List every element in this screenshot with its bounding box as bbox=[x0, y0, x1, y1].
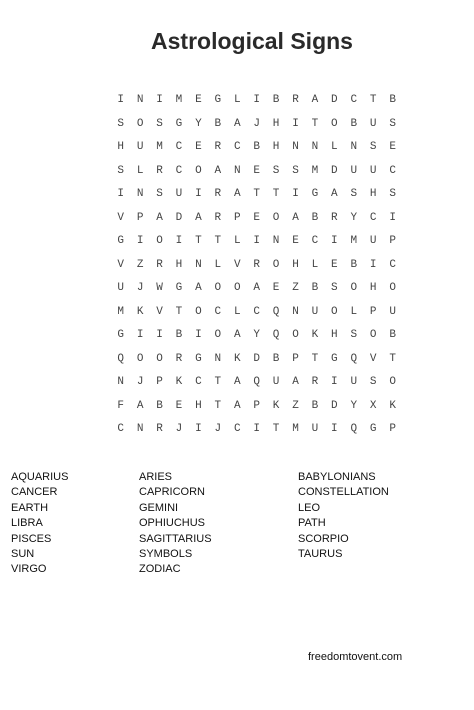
grid-letter: C bbox=[117, 423, 125, 435]
grid-letter: A bbox=[331, 188, 338, 200]
grid-letter: B bbox=[272, 94, 280, 106]
grid-letter: A bbox=[311, 94, 319, 106]
grid-letter: G bbox=[214, 94, 222, 106]
grid-letter: I bbox=[136, 235, 144, 247]
grid-letter: N bbox=[136, 423, 144, 435]
grid-letter: I bbox=[331, 235, 338, 247]
grid-letter: O bbox=[195, 305, 202, 318]
word-list-item: LEO bbox=[298, 501, 321, 514]
word-list-item: VIRGO bbox=[11, 563, 47, 576]
grid-letter: B bbox=[214, 117, 222, 130]
word-list-item: SYMBOLS bbox=[139, 547, 193, 560]
grid-letter: U bbox=[175, 188, 183, 200]
grid-letter: E bbox=[195, 141, 202, 153]
grid-letter: J bbox=[253, 117, 260, 130]
grid-letter: P bbox=[292, 352, 299, 365]
grid-letter: G bbox=[331, 352, 338, 365]
grid-letter: T bbox=[214, 235, 222, 247]
grid-letter: O bbox=[156, 235, 163, 247]
grid-letter: V bbox=[233, 258, 241, 271]
grid-letter: N bbox=[195, 258, 202, 271]
grid-letter: H bbox=[272, 141, 280, 153]
grid-letter: Z bbox=[292, 399, 299, 412]
grid-letter: H bbox=[272, 117, 280, 130]
grid-letter: I bbox=[175, 235, 183, 247]
grid-letter: L bbox=[311, 258, 319, 271]
grid-letter: C bbox=[369, 211, 377, 224]
word-list-item: LIBRA bbox=[11, 517, 43, 530]
grid-letter: E bbox=[331, 258, 338, 271]
word-list-item: SAGITTARIUS bbox=[139, 532, 212, 545]
grid-letter: I bbox=[195, 423, 202, 435]
grid-letter: U bbox=[369, 117, 377, 130]
grid-letter: T bbox=[214, 399, 222, 412]
grid-letter: O bbox=[369, 329, 377, 341]
grid-letter: R bbox=[214, 141, 222, 153]
grid-letter: I bbox=[156, 329, 163, 341]
grid-letter: S bbox=[350, 329, 358, 341]
grid-letter: X bbox=[369, 399, 377, 412]
grid-letter: Y bbox=[253, 329, 260, 341]
grid-letter: C bbox=[389, 164, 396, 177]
word-list-column-2 bbox=[139, 470, 212, 578]
grid-letter: S bbox=[117, 164, 125, 177]
grid-letter: C bbox=[214, 305, 222, 318]
grid-letter: Q bbox=[350, 423, 358, 435]
word-list-item: CANCER bbox=[11, 486, 58, 499]
grid-letter: Y bbox=[350, 399, 358, 412]
grid-letter: E bbox=[253, 211, 260, 224]
grid-letter: O bbox=[292, 329, 299, 341]
grid-letter: V bbox=[369, 352, 377, 365]
grid-letter: L bbox=[136, 164, 144, 177]
footer-website: freedomtovent.com bbox=[308, 651, 403, 663]
grid-letter: V bbox=[117, 211, 125, 224]
grid-letter: U bbox=[350, 376, 358, 388]
grid-letter: E bbox=[175, 399, 183, 412]
grid-letter: N bbox=[117, 376, 125, 388]
grid-letter: A bbox=[136, 399, 144, 412]
grid-letter: N bbox=[350, 141, 358, 153]
grid-letter: M bbox=[311, 164, 319, 177]
grid-letter: D bbox=[175, 211, 183, 224]
grid-letter: C bbox=[233, 141, 241, 153]
grid-letter: I bbox=[369, 258, 377, 271]
grid-letter: U bbox=[117, 282, 125, 294]
grid-letter: S bbox=[156, 117, 163, 130]
word-list-item: PISCES bbox=[11, 532, 52, 545]
grid-letter: N bbox=[292, 141, 299, 153]
grid-letter: K bbox=[272, 399, 280, 412]
grid-letter: D bbox=[253, 352, 260, 365]
grid-letter: H bbox=[369, 188, 377, 200]
grid-letter: A bbox=[156, 211, 163, 224]
grid-letter: S bbox=[117, 117, 125, 130]
grid-letter: S bbox=[331, 282, 338, 294]
grid-letter: A bbox=[292, 376, 299, 388]
grid-letter: D bbox=[331, 94, 338, 106]
grid-letter: P bbox=[389, 423, 396, 435]
grid-letter: G bbox=[175, 282, 183, 294]
grid-letter: U bbox=[389, 305, 396, 318]
word-search-grid bbox=[111, 89, 402, 442]
grid-letter: A bbox=[233, 188, 241, 200]
word-list-item: SUN bbox=[11, 547, 35, 560]
grid-letter: I bbox=[292, 188, 299, 200]
grid-letter: I bbox=[117, 94, 125, 106]
grid-letter: O bbox=[195, 164, 202, 177]
word-list-column-3 bbox=[298, 470, 389, 562]
grid-letter: E bbox=[253, 164, 260, 177]
grid-letter: I bbox=[331, 423, 338, 435]
grid-letter: H bbox=[195, 399, 202, 412]
word-list-item: OPHIUCHUS bbox=[139, 517, 206, 530]
grid-letter: B bbox=[175, 329, 183, 341]
grid-letter: I bbox=[253, 235, 260, 247]
grid-letter: I bbox=[136, 329, 144, 341]
word-list-item: PATH bbox=[298, 517, 326, 530]
grid-letter: H bbox=[292, 258, 299, 271]
grid-letter: E bbox=[292, 235, 299, 247]
grid-letter: Y bbox=[195, 117, 202, 130]
grid-letter: U bbox=[136, 141, 144, 153]
grid-letter: B bbox=[311, 399, 319, 412]
grid-letter: E bbox=[272, 282, 280, 294]
grid-letter: I bbox=[195, 188, 202, 200]
grid-letter: L bbox=[350, 305, 358, 318]
grid-letter: T bbox=[214, 376, 222, 388]
grid-letter: B bbox=[156, 399, 163, 412]
grid-letter: P bbox=[156, 376, 163, 388]
grid-letter: S bbox=[292, 164, 299, 177]
grid-letter: P bbox=[369, 305, 377, 318]
grid-letter: K bbox=[311, 329, 319, 341]
grid-letter: T bbox=[272, 423, 280, 435]
grid-letter: I bbox=[253, 94, 260, 106]
word-list-item: ZODIAC bbox=[139, 563, 181, 576]
grid-letter: Y bbox=[350, 211, 358, 224]
grid-letter: P bbox=[136, 211, 144, 224]
grid-letter: T bbox=[311, 352, 319, 365]
grid-letter: U bbox=[369, 164, 377, 177]
grid-letter: Z bbox=[136, 258, 144, 271]
grid-letter: M bbox=[117, 305, 125, 318]
grid-letter: A bbox=[233, 376, 241, 388]
grid-letter: C bbox=[389, 258, 396, 271]
word-list-item: SCORPIO bbox=[298, 532, 349, 545]
word-list-item: AQUARIUS bbox=[11, 471, 69, 483]
grid-letter: C bbox=[175, 164, 183, 177]
grid-letter: U bbox=[311, 423, 319, 435]
grid-letter: C bbox=[253, 305, 260, 318]
grid-letter: V bbox=[117, 258, 125, 271]
grid-letter: O bbox=[156, 352, 163, 365]
grid-letter: S bbox=[350, 188, 358, 200]
grid-letter: I bbox=[195, 329, 202, 341]
grid-letter: O bbox=[136, 352, 144, 365]
grid-letter: A bbox=[292, 211, 299, 224]
grid-letter: S bbox=[156, 188, 163, 200]
grid-letter: F bbox=[117, 399, 125, 412]
grid-letter: K bbox=[389, 399, 396, 412]
grid-letter: D bbox=[331, 399, 338, 412]
word-list-item: TAURUS bbox=[298, 547, 343, 560]
word-list-item: BABYLONIANS bbox=[298, 471, 376, 483]
grid-letter: I bbox=[156, 94, 163, 106]
grid-letter: P bbox=[233, 211, 241, 224]
grid-letter: I bbox=[253, 423, 260, 435]
grid-letter: R bbox=[214, 211, 222, 224]
grid-letter: B bbox=[272, 352, 280, 365]
grid-letter: A bbox=[214, 164, 222, 177]
grid-letter: D bbox=[331, 164, 338, 177]
word-list-item: CONSTELLATION bbox=[298, 486, 389, 499]
grid-letter: A bbox=[233, 399, 241, 412]
grid-letter: O bbox=[272, 258, 280, 271]
grid-letter: W bbox=[156, 282, 163, 294]
grid-letter: T bbox=[253, 188, 260, 200]
grid-letter: R bbox=[175, 352, 183, 365]
grid-letter: L bbox=[214, 258, 222, 271]
grid-letter: B bbox=[350, 117, 358, 130]
grid-letter: T bbox=[272, 188, 280, 200]
grid-letter: Z bbox=[292, 282, 299, 294]
grid-letter: C bbox=[175, 141, 183, 153]
grid-letter: R bbox=[156, 164, 163, 177]
grid-letter: J bbox=[175, 423, 183, 435]
word-list-item: GEMINI bbox=[139, 501, 179, 514]
grid-letter: T bbox=[311, 117, 319, 130]
grid-letter: J bbox=[136, 376, 144, 388]
word-list-item: EARTH bbox=[11, 501, 49, 514]
grid-letter: N bbox=[233, 164, 241, 177]
grid-letter: G bbox=[117, 235, 125, 247]
grid-letter: O bbox=[331, 117, 338, 130]
grid-letter: H bbox=[117, 141, 125, 153]
grid-letter: I bbox=[331, 376, 338, 388]
grid-letter: C bbox=[350, 94, 358, 106]
grid-letter: M bbox=[156, 141, 163, 153]
grid-letter: T bbox=[369, 94, 377, 106]
grid-letter: B bbox=[253, 141, 260, 153]
grid-letter: R bbox=[292, 94, 299, 106]
grid-letter: T bbox=[389, 352, 396, 365]
grid-letter: A bbox=[253, 282, 260, 294]
grid-letter: A bbox=[233, 117, 241, 130]
word-list-item: ARIES bbox=[139, 471, 173, 483]
grid-letter: G bbox=[175, 117, 183, 130]
grid-letter: T bbox=[195, 235, 202, 247]
grid-letter: K bbox=[175, 376, 183, 388]
grid-letter: G bbox=[311, 188, 319, 200]
grid-letter: N bbox=[272, 235, 280, 247]
grid-letter: G bbox=[195, 352, 202, 365]
grid-letter: Q bbox=[272, 329, 280, 341]
grid-letter: Q bbox=[117, 352, 125, 365]
grid-letter: J bbox=[214, 423, 222, 435]
grid-letter: G bbox=[369, 423, 377, 435]
grid-letter: P bbox=[253, 399, 260, 412]
grid-letter: M bbox=[292, 423, 299, 435]
grid-letter: C bbox=[195, 376, 202, 388]
grid-letter: O bbox=[331, 305, 338, 318]
grid-letter: S bbox=[272, 164, 280, 177]
grid-letter: M bbox=[175, 94, 183, 106]
grid-letter: N bbox=[136, 188, 144, 200]
grid-letter: T bbox=[175, 305, 183, 318]
grid-letter: K bbox=[233, 352, 241, 365]
page-title: Astrological Signs bbox=[151, 28, 353, 54]
grid-letter: O bbox=[214, 329, 222, 341]
grid-letter: O bbox=[272, 211, 280, 224]
grid-letter: S bbox=[369, 376, 377, 388]
grid-letter: K bbox=[136, 305, 144, 318]
grid-letter: I bbox=[292, 117, 299, 130]
grid-letter: H bbox=[175, 258, 183, 271]
grid-letter: Q bbox=[253, 376, 260, 388]
grid-letter: I bbox=[117, 188, 125, 200]
grid-letter: O bbox=[214, 282, 222, 294]
grid-letter: M bbox=[350, 235, 358, 247]
grid-letter: V bbox=[156, 305, 163, 318]
grid-letter: R bbox=[311, 376, 319, 388]
word-list-item: CAPRICORN bbox=[139, 486, 206, 499]
grid-letter: O bbox=[389, 376, 396, 388]
grid-letter: O bbox=[389, 282, 396, 294]
grid-letter: G bbox=[117, 329, 125, 341]
grid-letter: A bbox=[195, 282, 202, 294]
grid-letter: L bbox=[233, 235, 241, 247]
grid-letter: S bbox=[389, 117, 396, 130]
grid-letter: R bbox=[214, 188, 222, 200]
grid-letter: P bbox=[389, 235, 396, 247]
grid-letter: Q bbox=[350, 352, 358, 365]
grid-letter: C bbox=[233, 423, 241, 435]
grid-letter: U bbox=[272, 376, 280, 388]
grid-letter: L bbox=[233, 305, 241, 318]
grid-letter: U bbox=[350, 164, 358, 177]
grid-letter: O bbox=[233, 282, 241, 294]
grid-letter: N bbox=[214, 352, 222, 365]
grid-letter: R bbox=[253, 258, 260, 271]
grid-letter: Q bbox=[272, 305, 280, 318]
grid-letter: J bbox=[136, 282, 144, 294]
grid-letter: A bbox=[195, 211, 202, 224]
grid-letter: N bbox=[311, 141, 319, 153]
grid-letter: B bbox=[311, 282, 319, 294]
grid-letter: L bbox=[331, 141, 338, 153]
grid-letter: H bbox=[331, 329, 338, 341]
grid-letter: N bbox=[136, 94, 144, 106]
grid-letter: N bbox=[292, 305, 299, 318]
grid-letter: O bbox=[350, 282, 358, 294]
grid-letter: B bbox=[389, 329, 396, 341]
grid-letter: R bbox=[156, 258, 163, 271]
grid-letter: E bbox=[195, 94, 202, 106]
grid-letter: I bbox=[389, 211, 396, 224]
grid-letter: R bbox=[156, 423, 163, 435]
grid-letter: U bbox=[369, 235, 377, 247]
grid-letter: B bbox=[350, 258, 358, 271]
grid-letter: S bbox=[389, 188, 396, 200]
grid-letter: B bbox=[389, 94, 396, 106]
grid-letter: U bbox=[311, 305, 319, 318]
grid-letter: C bbox=[311, 235, 319, 247]
grid-letter: E bbox=[389, 141, 396, 153]
word-list-column-1 bbox=[11, 470, 68, 578]
grid-letter: S bbox=[369, 141, 377, 153]
grid-letter: R bbox=[331, 211, 338, 224]
grid-letter: H bbox=[369, 282, 377, 294]
grid-letter: B bbox=[311, 211, 319, 224]
grid-letter: A bbox=[233, 329, 241, 341]
grid-letter: O bbox=[136, 117, 144, 130]
grid-letter: L bbox=[233, 94, 241, 106]
